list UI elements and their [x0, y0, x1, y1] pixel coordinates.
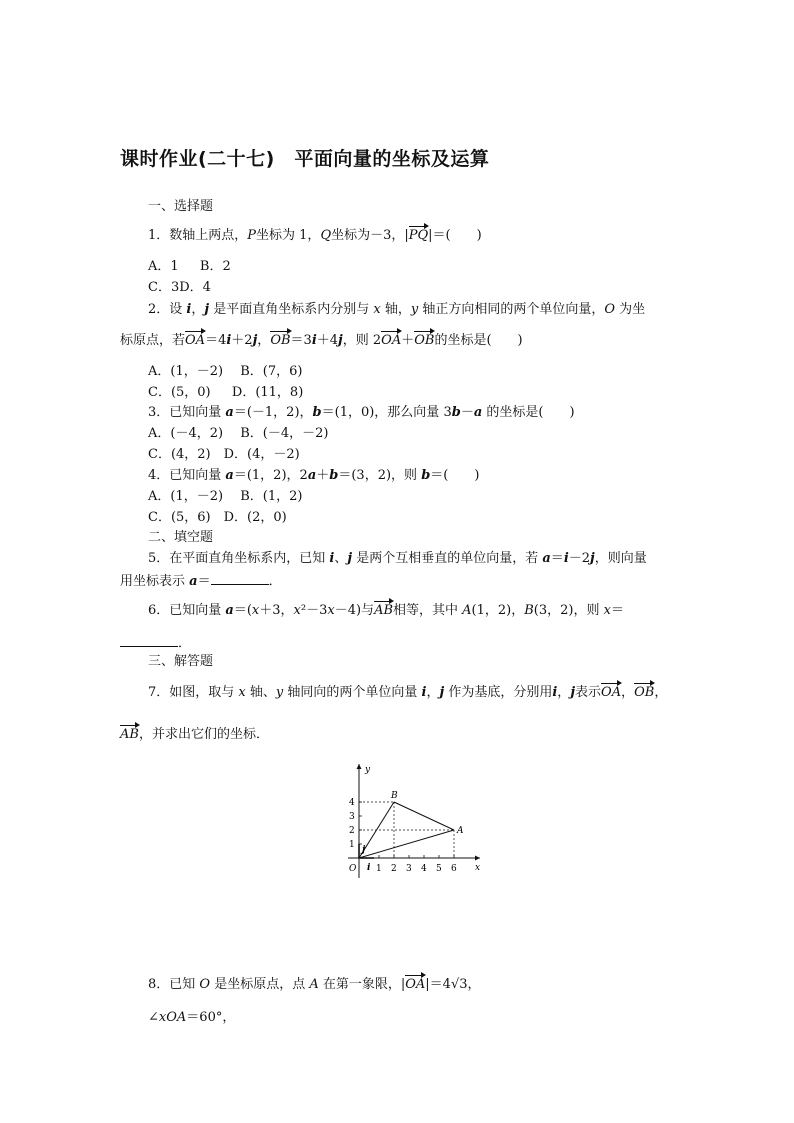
y-axis-arrow [357, 764, 362, 769]
question-8-stem-line2: ∠xOA＝60°， [148, 1010, 236, 1025]
question-7-stem-line1: 7．如图，取与 x 轴、y 轴同向的两个单位向量 i，j 作为基底，分别用i，j表示OA，OB， [148, 685, 668, 700]
question-2-options-ab: A．(1，－2) B．(7，6) [148, 364, 303, 379]
unit-vector-j-label: j [362, 845, 366, 855]
question-3-options-ab: A．(－4，2) B．(－4，－2) [148, 426, 329, 441]
x-axis-arrow [475, 856, 480, 861]
x-tick-label-3: 3 [406, 864, 412, 874]
y-tick-label-3: 3 [349, 812, 355, 822]
question-5-stem-line2: 用坐标表示 a＝ ． [120, 574, 282, 589]
y-tick-label-2: 2 [349, 826, 355, 836]
question-6-stem-line2: ． [120, 634, 191, 652]
question-1-options-ab: A．1 B．2 [148, 259, 231, 274]
y-axis-label: y [365, 765, 371, 775]
y-tick-label-1: 1 [349, 840, 355, 850]
point-B-label: B [391, 791, 398, 801]
segment-OA [359, 830, 454, 858]
section-fill-blank: 二、填空题 [148, 530, 214, 545]
page-title: 课时作业(二十七) 平面向量的坐标及运算 [120, 148, 490, 170]
y-tick-label-4: 4 [349, 798, 355, 808]
origin-label: O [349, 864, 357, 874]
question-4-options-cd: C．(5，6) D．(2，0) [148, 510, 287, 525]
section-solution: 三、解答题 [148, 654, 214, 669]
question-1-options-cd: C．3D．4 [148, 280, 211, 295]
segment-BA [394, 802, 454, 830]
x-tick-label-5: 5 [436, 864, 442, 874]
x-tick-label-1: 1 [376, 864, 382, 874]
x-tick-label-6: 6 [451, 864, 457, 874]
x-tick-label-2: 2 [391, 864, 397, 874]
question-8-stem-line1: 8．已知 O 是坐标原点，点 A 在第一象限，|OA|＝4√3， [148, 977, 481, 992]
question-6-stem-line1: 6．已知向量 a＝(x＋3，x²－3x－4)与AB相等，其中 A(1，2)，B(3，2)，则 x＝ [148, 603, 624, 618]
question-4-stem: 4．已知向量 a＝(1，2)，2a＋b＝(3，2)，则 b＝( ) [148, 468, 480, 483]
question-1-stem: 1．数轴上两点，P坐标为 1，Q坐标为－3，|PQ|＝( ) [148, 228, 482, 243]
question-3-stem: 3．已知向量 a＝(－1，2)，b＝(1，0)，那么向量 3b－a 的坐标是( ) [148, 405, 575, 420]
unit-vector-i-label: i [367, 863, 371, 873]
question-5-stem-line1: 5．在平面直角坐标系内，已知 i、j 是两个互相垂直的单位向量，若 a＝i－2j，则向量 [148, 551, 647, 566]
question-3-options-cd: C．(4，2) D．(4，－2) [148, 447, 300, 462]
x-tick-label-4: 4 [421, 864, 427, 874]
question-2-options-cd: C．(5，0) D．(11，8) [148, 385, 304, 400]
question-2-stem-line2: 标原点，若OA＝4i＋2j，OB＝3i＋4j，则 2OA＋OB的坐标是( ) [120, 333, 523, 348]
question-2-stem-line1: 2．设 i，j 是平面直角坐标系内分别与 x 轴，y 轴正方向相同的两个单位向量，O 为坐 [148, 302, 646, 317]
coordinate-graph [334, 760, 484, 880]
question-4-options-ab: A．(1，－2) B．(1，2) [148, 489, 303, 504]
question-7-stem-line2: AB，并求出它们的坐标． [120, 727, 269, 742]
answer-blank-5[interactable] [211, 572, 269, 585]
section-choice: 一、选择题 [148, 199, 214, 214]
x-axis-label: x [475, 863, 481, 873]
answer-blank-6[interactable] [120, 634, 178, 647]
point-A-label: A [457, 826, 464, 836]
